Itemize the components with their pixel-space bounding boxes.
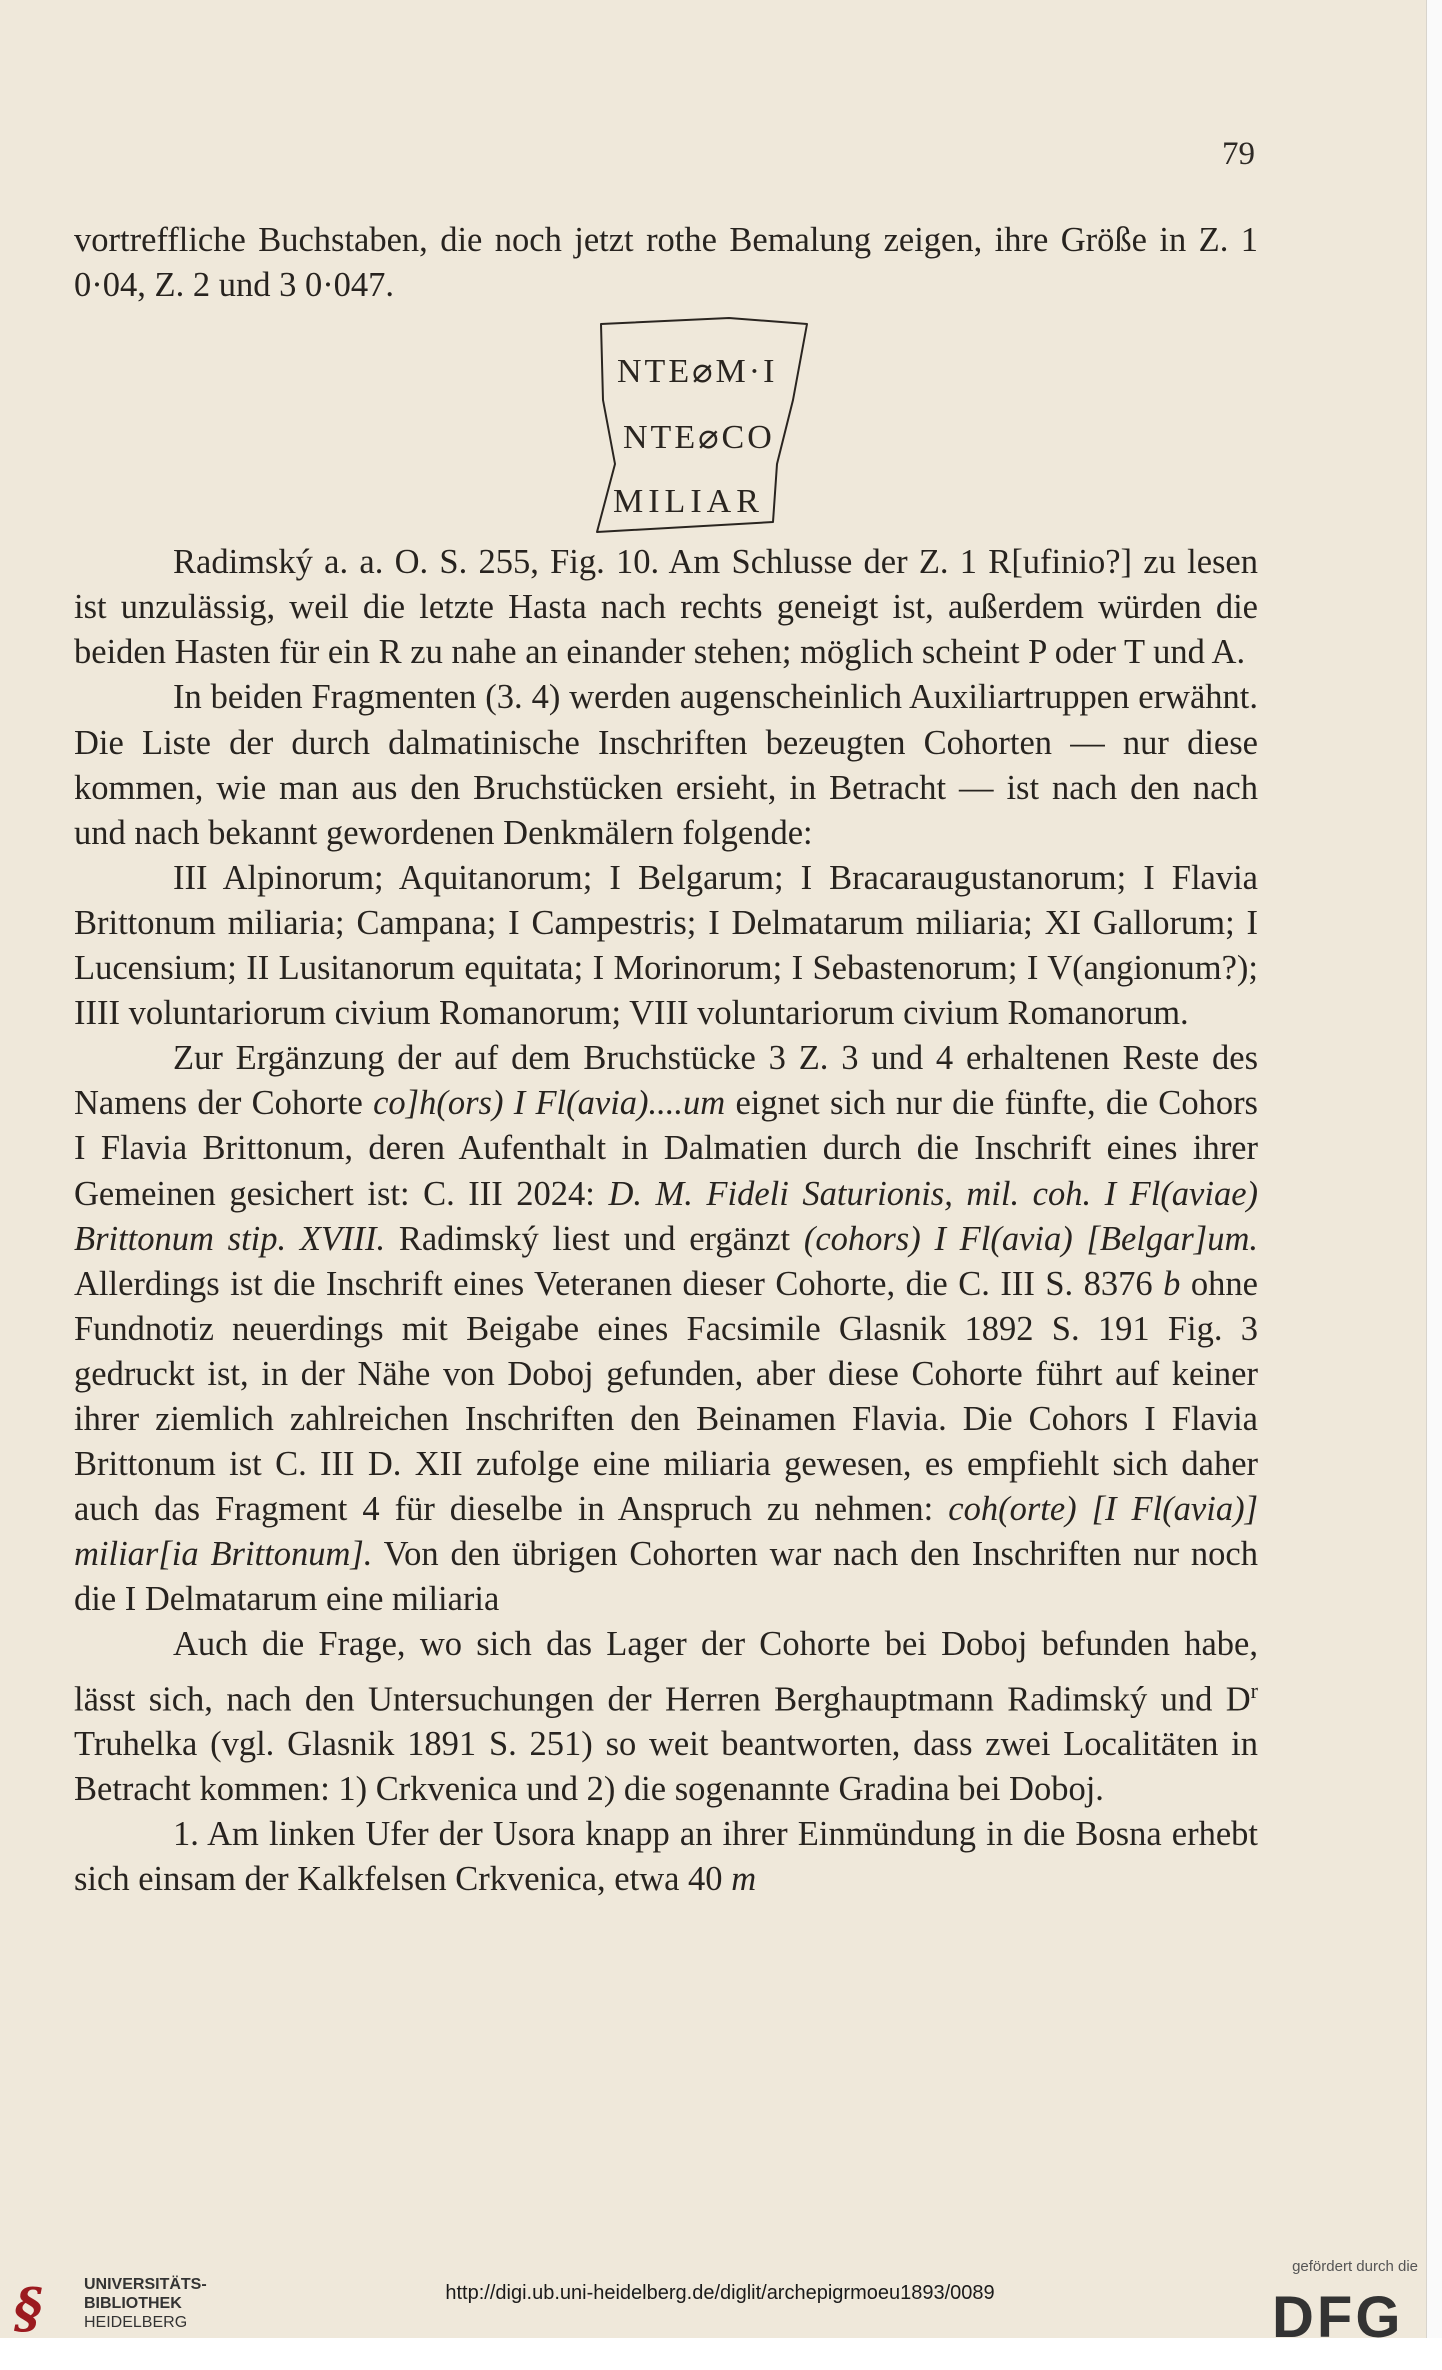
paragraph — [74, 540, 1258, 675]
inscription-figure — [74, 308, 1258, 540]
italic-text: co]h(ors) I Fl(avia)....um — [373, 1084, 726, 1123]
paragraph — [74, 1812, 1258, 1902]
page-edge — [1426, 0, 1442, 2338]
library-line: HEIDELBERG — [84, 2314, 188, 2331]
text-run: eignet sich nur die fünfte, die Cohors I Flavia Brittonum, deren Aufenthalt in Dalmatien durch die Inschrift eines ihrer Gemeinen gesichert ist: C. III 2024: — [74, 1084, 1258, 1213]
text-run: ohne Fundnotiz neuerdings mit Beigabe eines Facsimile Glasnik 1892 S. 191 Fig. 3 gedruckt ist, in der Nähe von Doboj gefunden, aber diese Cohorte führt auf keiner ihrer ziemlich zahlreichen Inschriften den Beinamen Flavia. Die Cohors I Flavia Brittonum ist C. III D. XII zufolge eine miliaria gewesen, es empfiehlt sich daher auch das Fragment 4 für dieselbe in Anspruch zu nehmen: — [74, 1264, 1258, 1529]
body-text — [74, 218, 1258, 1903]
paragraph — [74, 856, 1258, 1036]
text-run: Truhelka (vgl. Glasnik 1891 S. 251) so weit beantworten, dass zwei Localitäten in Betracht kommen: 1) Crkvenica und 2) die sogenannte Gradina bei Doboj. — [74, 1725, 1258, 1809]
dfg-logo[interactable] — [1228, 2258, 1428, 2358]
text-run: Radimský a. a. O. S. 255, Fig. 10. Am Schlusse der Z. 1 R[ufinio?] zu lesen ist unzulässig, weil die letzte Hasta nach rechts geneigt ist, außerdem würden die beiden Hasten für ein R zu nahe an einander stehen; möglich scheint P oder T und A. — [74, 543, 1258, 672]
text-run: III Alpinorum; Aquitanorum; I Belgarum; I Bracaraugustanorum; I Flavia Brittonum miliaria; Campana; I Campestris; I Delmatarum miliaria; XI Gallorum; I Lucensium; II Lusitanorum equitata; I Morinorum; I Sebastenorum; I V(angionum?); IIII voluntariorum civium Romanorum; VIII voluntariorum civium Romanorum. — [74, 858, 1258, 1033]
permalink-url[interactable]: http://digi.ub.uni-heidelberg.de/diglit/archepigrmoeu1893/0089 — [445, 2282, 995, 2304]
dfg-wordmark: DFG — [1272, 2285, 1404, 2350]
superscript-text: r — [1250, 1677, 1258, 1703]
library-seal-icon: § — [14, 2276, 43, 2340]
inscription-fragment-drawing — [579, 314, 809, 536]
page-number: 79 — [1222, 136, 1255, 172]
university-library-logo[interactable] — [14, 2273, 244, 2353]
inscription-line-1: NTE⌀M·I — [617, 353, 778, 391]
paragraph — [74, 675, 1258, 855]
library-line: UNIVERSITÄTS- — [84, 2276, 207, 2293]
paragraph — [74, 1622, 1258, 1812]
text-run: Radimský liest und ergänzt — [385, 1219, 804, 1258]
text-run: Von den übrigen Cohorten war nach den Inschriften nur noch die I Delmatarum eine miliaria — [74, 1535, 1258, 1619]
italic-text: coh(orte) [I Fl(avia)] miliar[ia Brittonum]. — [74, 1490, 1259, 1574]
text-run: In beiden Fragmenten (3. 4) werden augenscheinlich Auxiliartruppen erwähnt. Die Liste der durch dalmatinische Inschriften bezeugten Cohorten — nur diese kommen, wie man aus den Bruchstücken ersieht, in Betracht — ist nach den nach und nach bekannt gewordenen Denkmälern folgende: — [74, 678, 1258, 852]
italic-text: D. M. Fideli Saturionis, mil. coh. I Fl(aviae) Brittonum stip. XVIII. — [74, 1174, 1259, 1258]
text-run: 1. Am linken Ufer der Usora knapp an ihrer Einmündung in die Bosna erhebt sich einsam der Kalkfelsen Crkvenica, etwa 40 — [74, 1815, 1258, 1899]
italic-text: (cohors) I Fl(avia) [Belgar]um. — [803, 1219, 1258, 1258]
text-run: vortreffliche Buchstaben, die noch jetzt rothe Bemalung zeigen, ihre Größe in Z. 1 0·04, Z. 2 und 3 0·047. — [74, 221, 1258, 305]
library-line: BIBLIOTHEK — [84, 2295, 182, 2312]
library-name — [84, 2275, 207, 2332]
paragraph — [74, 1036, 1258, 1622]
text-run: Zur Ergänzung der auf dem Bruchstücke 3 Z. 3 und 4 erhaltenen Reste des Namens der Cohorte — [74, 1039, 1258, 1123]
italic-text: b — [1163, 1264, 1181, 1303]
inscription-line-3: MILIAR — [613, 483, 764, 521]
text-run: Allerdings ist die Inschrift eines Veteranen dieser Cohorte, die C. III S. 8376 — [74, 1264, 1164, 1303]
funding-label: gefördert durch die — [1292, 2258, 1418, 2275]
text-run: Auch die Frage, wo sich das Lager der Cohorte bei Doboj befunden habe, lässt sich, nach den Untersuchungen der Herren Berghauptmann Radimský und D — [74, 1625, 1258, 1719]
inscription-line-2: NTE⌀CO — [623, 419, 775, 457]
italic-text: m — [731, 1860, 757, 1899]
paragraph — [74, 218, 1258, 308]
